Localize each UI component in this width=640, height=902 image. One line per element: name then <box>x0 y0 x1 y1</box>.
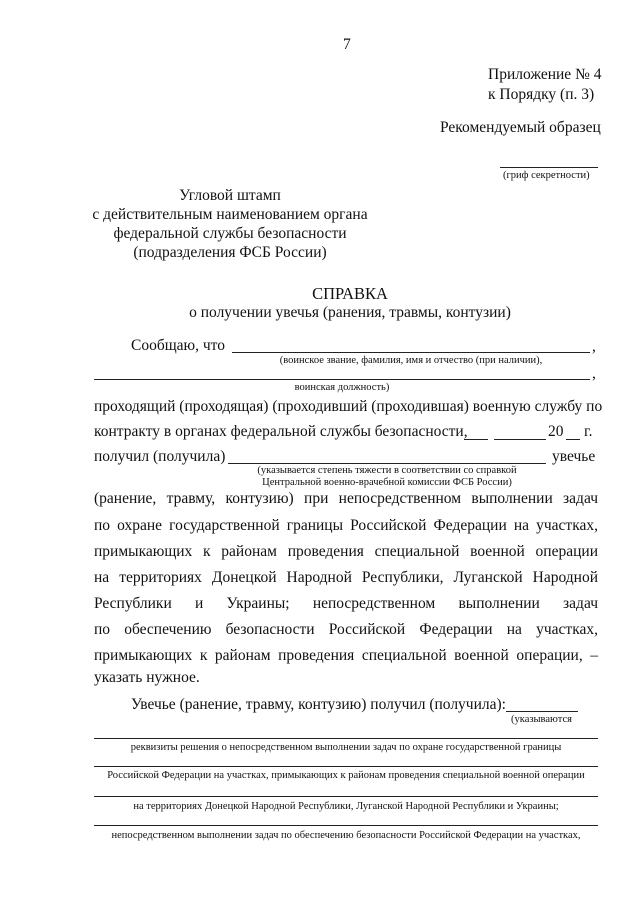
month-blank <box>494 439 546 440</box>
position-line <box>94 379 590 380</box>
paragraph-line: примыкающих к районам проведения специальной военной операции, – <box>94 647 598 664</box>
comma-2: , <box>592 365 596 382</box>
appendix-line-1: Приложение № 4 <box>488 66 602 83</box>
paragraph-line: по обеспечению безопасности Российской Федерации на участках, <box>94 621 598 638</box>
paragraph-line: Республики и Украины; непосредственном выполнении задач <box>94 595 598 612</box>
secrecy-line <box>500 167 598 168</box>
details-caption: Российской Федерации на участках, примыкающих к районам проведения специальной военной операции <box>107 770 585 781</box>
contract-text: контракту в органах федеральной службы безопасности, <box>94 423 468 440</box>
year-prefix: 20 <box>548 423 564 440</box>
details-line-4 <box>94 825 598 826</box>
details-line-2 <box>94 766 598 767</box>
details-line-1 <box>94 738 598 739</box>
rank-name-line <box>232 352 590 353</box>
injury-received-label: Увечье (ранение, травму, контузию) получил (получила): <box>131 696 506 713</box>
details-caption: на территориях Донецкой Народной Республики, Луганской Народной Республики и Украины; <box>133 801 559 812</box>
document-subtitle: о получении увечья (ранения, травмы, контузии) <box>189 304 511 321</box>
severity-caption-1: (указывается степень тяжести в соответствии со справкой <box>257 465 517 476</box>
paragraph-last-line: указать нужное. <box>94 669 200 686</box>
appendix-line-2: к Порядку (п. 3) <box>488 86 595 103</box>
secrecy-caption: (гриф секретности) <box>503 170 590 181</box>
document-title: СПРАВКА <box>312 284 388 303</box>
rank-caption: (воинское звание, фамилия, имя и отчество (при наличии), <box>279 355 543 366</box>
page-number: 7 <box>343 36 351 53</box>
day-blank <box>464 439 488 440</box>
paragraph-line: примыкающих к районам проведения специальной военной операции <box>94 543 598 560</box>
paragraph-line: на территориях Донецкой Народной Республики, Луганской Народной <box>94 569 598 586</box>
paragraph-line: (ранение, травму, контузию) при непосредственном выполнении задач <box>94 490 598 507</box>
year-suffix: г. <box>584 423 593 440</box>
details-caption: реквизиты решения о непосредственном выполнении задач по охране государственной границы <box>130 742 562 753</box>
specified-caption: (указываются <box>511 714 572 725</box>
stamp-line-1: Угловой штамп <box>179 187 281 204</box>
sample-label: Рекомендуемый образец <box>440 119 601 136</box>
stamp-line-4: (подразделения ФСБ России) <box>133 244 327 261</box>
stamp-line-2: с действительным наименованием органа <box>92 206 368 223</box>
position-caption: воинская должность) <box>294 382 390 393</box>
comma-1: , <box>592 338 596 355</box>
severity-line <box>228 463 546 464</box>
year-blank <box>566 439 580 440</box>
injury-word: увечье <box>552 448 596 465</box>
severity-caption-2: Центральной военно-врачебной комиссии ФСБ России) <box>262 477 512 488</box>
service-line: проходящий (проходящая) (проходивший (проходившая) военную службу по <box>94 398 603 415</box>
received-label: получил (получила) <box>94 448 226 465</box>
stamp-line-3: федеральной службы безопасности <box>113 225 347 242</box>
details-line-3 <box>94 796 598 797</box>
paragraph-line: по охране государственной границы Российской Федерации на участках, <box>94 517 598 534</box>
injury-details-line <box>506 711 578 712</box>
inform-label: Сообщаю, что <box>131 337 225 354</box>
details-caption: непосредственном выполнении задач по обеспечению безопасности Российской Федерации на участках, <box>111 830 581 841</box>
